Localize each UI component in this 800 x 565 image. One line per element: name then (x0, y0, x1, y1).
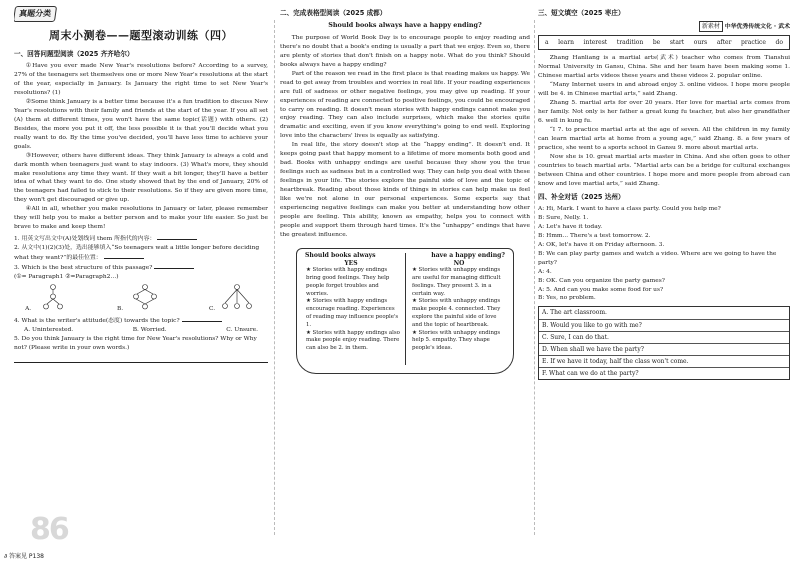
dialog-line: A: 4. (538, 268, 552, 275)
word-bank-item: learn (558, 39, 574, 47)
passage-paragraph: Part of the reason we read in the first place is that reading makes us happy. We read to get away from troubles and worries in real life. If your reading experiences are full of sadness or other negative feelings, you may give up reading. If your experiences of reading are connected to positive feelings, you could be encouraged to carry on reading. It doesn't mean stories with happy endings cannot make you enjoy reading. They can also include surprises, which make the stories quite dramatic and exciting, even if you know everything's going to end well. Exploring love into the characters' lives is equally as satisfying. (280, 70, 530, 140)
answer-blank[interactable] (104, 253, 144, 259)
structure-option-c[interactable]: C. (208, 284, 258, 314)
topic-label: 中华优秀传统文化 · 武术 (724, 24, 790, 31)
word-bank-item: interest (583, 39, 608, 47)
question-4-options (14, 326, 268, 335)
new-material-tag: 新素材 (699, 21, 723, 32)
page-number-watermark: 86 (30, 512, 68, 548)
dialog-line: A: Hi, Mark. I want to have a class party. Could you help me? (538, 205, 721, 212)
column-3 (538, 6, 790, 554)
dialog-line: B: We can play party games and watch a video. Where are we going to have the party? (538, 250, 777, 266)
word-bank (538, 35, 790, 50)
question-2: 2. 从文中(1)(2)(3)处，选出能够填入“So teenagers wait a little longer before deciding what they want?”的最佳位置： (14, 245, 260, 262)
book-header: Should books always have a happy ending? (305, 252, 505, 260)
structure-diagram-a (33, 284, 73, 310)
structure-option-a[interactable]: A. (24, 284, 74, 314)
topic-tag-row (538, 21, 790, 32)
dialog-option[interactable]: F. What can we do at the party? (542, 369, 639, 377)
word-bank-item: start (669, 39, 685, 47)
option-a[interactable]: A. Uninterested. (24, 326, 74, 333)
question-3-note: (①= Paragraph1 ②=Paragraph2…) (14, 274, 119, 281)
yes-label: YES (344, 260, 358, 268)
dialog-option[interactable]: A. The art classroom. (539, 307, 789, 319)
word-bank-item: practice (741, 39, 766, 47)
word-bank-item: after (716, 39, 732, 47)
word-bank-item: do (775, 39, 783, 47)
passage-title: Should books always have a happy ending? (328, 21, 482, 30)
question-4: 4. What is the writer's attitude(态度) towards the topic? (14, 316, 268, 326)
dialog-line: A: 5. And can you make some food for us? (538, 286, 664, 293)
yes-point: ★ Stories with happy endings bring good feelings. They help people forget troubles and worries. (306, 267, 390, 297)
no-point: ★ Stories with unhappy endings help 5. empathy. They shape people's ideas. (412, 329, 501, 352)
word-bank-item: be (652, 39, 661, 47)
question-1: 1. 用英文写出文中(A)处划线词 them 所指代的内容： (14, 234, 268, 244)
passage-paragraph: The purpose of World Book Day is to encourage people to enjoy reading and there's no doubt that a book's ending is usually a part that we enjoy. Even so, there are plenty of stories that don't finish on a happy note. What do you think? Should books always have a happy ending? (280, 34, 530, 68)
column-divider-1 (274, 20, 275, 535)
dialog-line: A: OK, let's have it on Friday afternoon. 3. (538, 241, 665, 248)
dialog-line: A: Let's have it today. (538, 223, 603, 230)
passage-paragraph: Now she is 10. great martial arts master in China. And she often goes to other countries to teach martial arts. “Martial arts can be a bridge for cultural exchanges between China and other countries. I hope more and more people from abroad can know and love martial arts,” said Zhang. (538, 153, 790, 187)
word-bank-item: ours (693, 39, 708, 47)
passage-paragraph: “Many Internet users in and abroad enjoy 3. online videos. I hope more people will be 4. in Chinese martial arts,” said Zhang. (538, 82, 790, 98)
passage-paragraph: ③However, others have different ideas. They think January is always a cold and dark month when teenagers just want to stay indoors. (3) What's more, they should make resolutions any time they want. If they wait a bit longer, they'll have a better idea of what they want to do. One study showed that by the end of January, 20% of the teenagers had failed to stick to their resolutions. So if they are given more time, they won't get discouraged or give up. (14, 152, 268, 204)
word-bank-item: tradition (616, 39, 644, 47)
passage-paragraph: ④All in all, whether you make resolutions in January or later, please remember they will help you to make a better person and to make your life easier. So just be brave to make and keep them! (14, 206, 268, 231)
yes-point: ★ Stories with happy endings also make people enjoy reading. There can also be 2. in them. (306, 329, 400, 352)
dialog-option[interactable]: B. Would you like to go with me? (539, 320, 789, 332)
question-5: 5. Do you think January is the right time for New Year's resolutions? Why or Why not? (Please write in your own words.) (14, 335, 257, 351)
dialog-options-box (538, 306, 790, 380)
dialog-option[interactable]: D. When shall we have the party? (539, 344, 789, 356)
section-badge: 真题分类 (14, 6, 57, 22)
dialog-line: B: Sure, Nelly. 1. (538, 214, 589, 221)
yes-column (306, 267, 401, 353)
column-1 (14, 6, 268, 554)
passage-paragraph: ②Some think January is a better time because it's a fun tradition to discuss New Year's resolutions with their family and friends at the start of the year. If you all set (A) them at different times, you won't have the same topic(话题) with others. (2) Besides, the more you put it off, the less possible it is that you'll decide what you really want to do. By the time you've decided, you'll have less time to achieve your goals. (14, 98, 268, 150)
passage-paragraph: ①Have you ever made New Year's resolutions before? According to a survey, 27% of the teenagers set themselves one or more New Year's resolutions at the start of the year, especially in January. Is January the right time to set New Year's resolutions? (1) (14, 62, 268, 96)
answer-blank[interactable] (157, 234, 197, 240)
no-column (412, 267, 507, 353)
passage-paragraph: “I 7. to practice martial arts at the age of seven. All the children in my family can learn martial arts at home from a young age,” said Zhang. 8. a few years of practice, she went to a sports school in Gansu 9. more about martial arts. (538, 126, 790, 151)
open-book-table (296, 248, 514, 374)
section-4-heading: 四、补全对话（2025 达州） (538, 192, 625, 201)
passage-paragraph: In real life, the story doesn't stop at the “happy ending”. It doesn't end. It keeps going past that happy moment to a lifetime of more moments both good and bad. Books with unhappy endings are useful because they show you the true feelings such as sadness but in a controlled way. They can help you deal with these feelings in your life. The stories explore the painful side of love and the topic of heartbreak. Reading about those kinds of things in stories can help make us feel like we're not alone in our personal experiences. Some experts say that experiencing negative feelings can make you better at understanding how other people are feeling. This ability, known as empathy, helps you to connect with people and support them through hard times. It's the “unhappy” endings that have the greatest influence. (280, 142, 530, 239)
option-c[interactable]: C. Unsure. (226, 326, 258, 333)
dialog-line: B: OK. Can you organize the party games? (538, 277, 665, 284)
dialog-line: B: Hmm... There's a test tomorrow. 2. (538, 232, 651, 239)
yes-point: ★ Stories with happy endings encourage reading. Experiences of reading may influence people's 1. (306, 298, 399, 328)
dialog-line: B: Yes, no problem. (538, 295, 596, 302)
structure-options (24, 284, 258, 314)
option-b[interactable]: B. Worried. (132, 326, 167, 333)
column-divider-2 (534, 20, 535, 535)
structure-option-b[interactable]: B. (116, 284, 166, 314)
no-label: NO (453, 260, 465, 268)
answer-blank[interactable] (154, 263, 194, 269)
no-point: ★ Stories with unhappy endings are useful for managing difficult feelings. They present 3. in a certain way. (412, 267, 501, 297)
page-title: 周末小测卷——题型滚动训练（四） (49, 29, 233, 43)
passage-paragraph: Zhang Hanliang is a martial arts(武术) teacher who comes from Tianshui Normal University in Gansu, China. She and her team have been making some 1. Chinese martial arts videos these years and these videos 2. popular online. (538, 55, 790, 80)
structure-diagram-c (217, 284, 257, 310)
dialog-option[interactable]: E. If we have it today, half the class won't come. (539, 356, 789, 368)
answer-line[interactable] (14, 355, 268, 363)
header-badge-row (14, 6, 268, 22)
dialog-option[interactable]: C. Sure, I can do that. (539, 332, 789, 344)
section-1-heading: 一、回答问题型阅读（2025 齐齐哈尔） (14, 49, 134, 58)
section-3-heading: 三、短文填空（2025 枣庄） (538, 9, 625, 17)
answer-reference: ∂ 答案见 P138 (4, 552, 44, 560)
column-2 (280, 6, 530, 554)
question-3: 3. Which is the best structure of this passage? (14, 263, 268, 273)
structure-diagram-b (125, 284, 165, 310)
no-point: ★ Stories with unhappy endings make people 4. connected. They explore the painful side of love and the topic of heartbreak. (412, 298, 501, 328)
book-spine (405, 253, 406, 365)
passage-paragraph: Zhang 5. martial arts for over 20 years. Her love for martial arts comes from her family. Not only is her father a great kung fu teacher, but also her grandfather 6. well in kung fu. (538, 100, 790, 125)
word-bank-item: a (545, 39, 549, 47)
section-2-heading: 二、完成表格型阅读（2025 成都） (280, 9, 387, 17)
answer-blank[interactable] (182, 316, 222, 322)
